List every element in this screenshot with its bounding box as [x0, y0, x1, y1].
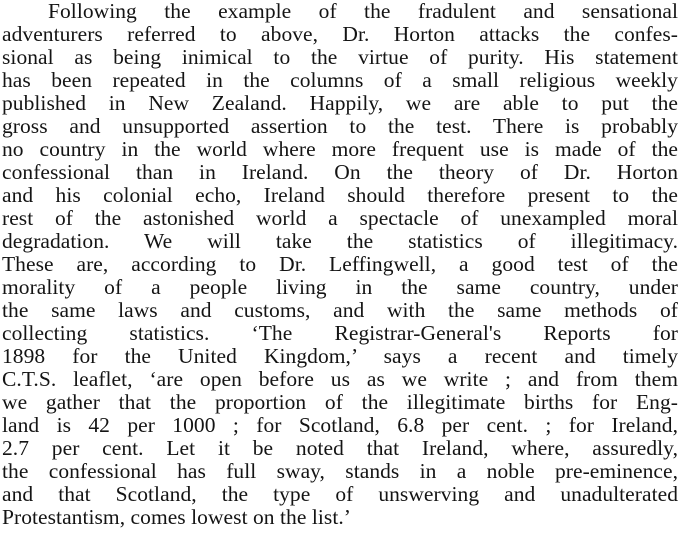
text-line: land is 42 per 1000 ; for Scotland, 6.8 per cent. ; for Ireland,	[2, 413, 678, 437]
text-line: C.T.S. leaflet, ‘are open before us as we write ; and from them	[2, 367, 678, 391]
text-line: no country in the world where more frequent use is made of the	[2, 137, 678, 161]
text-line: we gather that the proportion of the illegitimate births for Eng-	[2, 390, 678, 414]
text-line: morality of a people living in the same country, under	[2, 275, 678, 299]
text-line: and that Scotland, the type of unswerving and unadulterated	[2, 482, 678, 506]
text-line: rest of the astonished world a spectacle of unexampled moral	[2, 206, 678, 230]
text-line: These are, according to Dr. Leffingwell, a good test of the	[2, 252, 678, 276]
text-line: Following the example of the fradulent and sensational	[48, 0, 678, 23]
text-line: adventurers referred to above, Dr. Horton attacks the confes-	[2, 22, 678, 46]
article-paragraph	[2, 0, 678, 545]
text-line: 1898 for the United Kingdom,’ says a recent and timely	[2, 344, 678, 368]
text-line: has been repeated in the columns of a small religious weekly	[2, 68, 678, 92]
text-line: and his colonial echo, Ireland should therefore present to the	[2, 183, 678, 207]
text-line: the confessional has full sway, stands in a noble pre-eminence,	[2, 459, 678, 483]
text-line: sional as being inimical to the virtue of purity. His statement	[2, 45, 678, 69]
text-line: confessional than in Ireland. On the theory of Dr. Horton	[2, 160, 678, 184]
text-line: Protestantism, comes lowest on the list.’	[2, 505, 351, 529]
text-line: published in New Zealand. Happily, we are able to put the	[2, 91, 678, 115]
text-line: degradation. We will take the statistics of illegitimacy.	[2, 229, 678, 253]
text-line: 2.7 per cent. Let it be noted that Ireland, where, assuredly,	[2, 436, 678, 460]
text-line: the same laws and customs, and with the same methods of	[2, 298, 678, 322]
text-line: gross and unsupported assertion to the test. There is probably	[2, 114, 678, 138]
text-line: collecting statistics. ‘The Registrar-General's Reports for	[2, 321, 678, 345]
